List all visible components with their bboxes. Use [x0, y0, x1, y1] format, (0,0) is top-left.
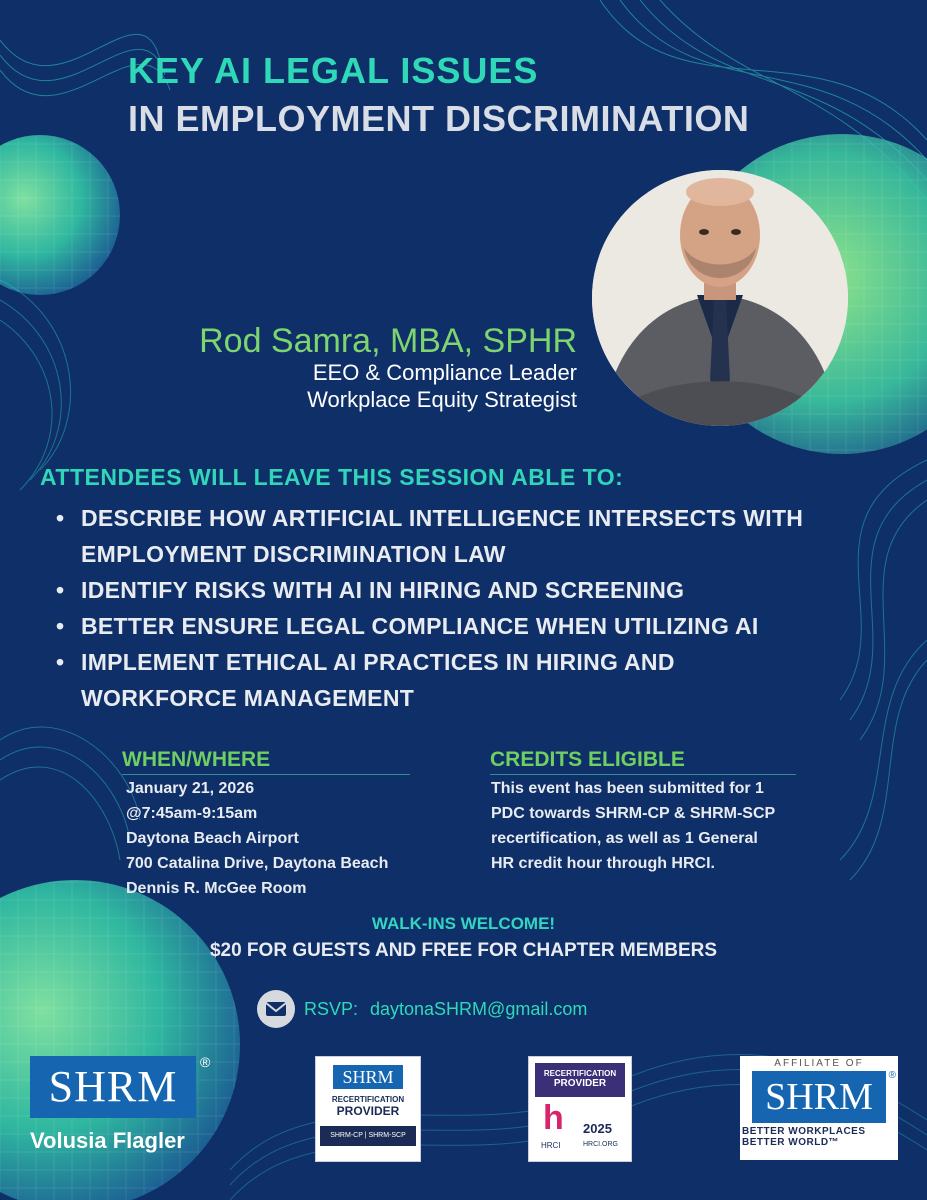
- pricing-note: $20 FOR GUESTS AND FREE FOR CHAPTER MEMBERS: [209, 940, 718, 961]
- objectives-list: [52, 500, 912, 716]
- credits-line: This event has been submitted for 1: [491, 780, 764, 797]
- event-room: Dennis R. McGee Room: [126, 880, 307, 897]
- hrci-letter-logo: h: [543, 1099, 564, 1137]
- title-line-1: KEY AI LEGAL ISSUES: [128, 50, 539, 91]
- affiliate-label: AFFILIATE OF: [774, 1058, 864, 1069]
- shrm-wordmark: SHRM: [342, 1067, 394, 1087]
- affiliate-tagline: BETTER WORKPLACES: [742, 1126, 866, 1137]
- shrm-wordmark: SHRM: [48, 1062, 178, 1111]
- event-address: 700 Catalina Drive, Daytona Beach: [126, 855, 389, 872]
- speaker-role-1: EEO & Compliance Leader: [312, 360, 577, 385]
- registered-mark: ®: [888, 1070, 896, 1081]
- objective-line: WORKFORCE MANAGEMENT: [81, 685, 415, 711]
- objective-item: [52, 572, 912, 608]
- objective-line: • IMPLEMENT ETHICAL AI PRACTICES IN HIRING AND: [81, 649, 675, 675]
- envelope-icon: [257, 990, 295, 1028]
- objective-line: EMPLOYMENT DISCRIMINATION LAW: [81, 541, 506, 567]
- when-where-heading: WHEN/WHERE: [122, 748, 410, 775]
- objective-line: • BETTER ENSURE LEGAL COMPLIANCE WHEN UTILIZING AI: [81, 613, 759, 639]
- badge-line: PROVIDER: [336, 1104, 400, 1118]
- credits-heading: CREDITS ELIGIBLE: [490, 748, 796, 775]
- objectives-heading: ATTENDEES WILL LEAVE THIS SESSION ABLE TO:: [40, 464, 624, 490]
- event-venue: Daytona Beach Airport: [126, 830, 299, 847]
- hrci-year: 2025: [583, 1121, 612, 1136]
- speaker-photo: [592, 170, 848, 426]
- speaker-role-2: Workplace Equity Strategist: [307, 387, 577, 412]
- hrci-provider-badge: [528, 1056, 632, 1162]
- affiliate-of-shrm-logo: [740, 1056, 898, 1160]
- registered-mark: ®: [200, 1054, 211, 1070]
- credits-line: PDC towards SHRM-CP & SHRM-SCP: [491, 805, 776, 822]
- credits-details: [491, 776, 775, 876]
- walkins-note: WALK-INS WELCOME!: [371, 914, 556, 933]
- rsvp-label: RSVP:: [304, 999, 359, 1019]
- rsvp-email-link[interactable]: daytonaSHRM@gmail.com: [370, 999, 588, 1019]
- speaker-name: Rod Samra, MBA, SPHR: [199, 322, 577, 360]
- hrci-name: HRCI: [541, 1141, 561, 1150]
- event-time: @7:45am-9:15am: [126, 805, 258, 822]
- credits-line: recertification, as well as 1 General: [491, 830, 758, 847]
- hrci-site: HRCI.ORG: [583, 1141, 618, 1148]
- title-line-2: IN EMPLOYMENT DISCRIMINATION: [128, 98, 750, 139]
- objective-line: • DESCRIBE HOW ARTIFICIAL INTELLIGENCE INTERSECTS WITH: [81, 505, 804, 531]
- event-date: January 21, 2026: [126, 780, 255, 797]
- objective-item: [52, 608, 912, 644]
- badge-line: SHRM-CP | SHRM-SCP: [320, 1126, 416, 1146]
- badge-line: RECERTIFICATION: [331, 1095, 405, 1104]
- objective-line: • IDENTIFY RISKS WITH AI IN HIRING AND SCREENING: [81, 577, 685, 603]
- shrm-recertification-badge: [315, 1056, 421, 1162]
- when-where-details: [126, 776, 388, 901]
- badge-line: PROVIDER: [553, 1078, 607, 1089]
- chapter-name: Volusia Flagler: [30, 1128, 185, 1153]
- shrm-volusia-flagler-logo: [30, 1056, 220, 1166]
- credits-line: HR credit hour through HRCI.: [491, 855, 715, 872]
- shrm-wordmark: SHRM: [765, 1076, 873, 1118]
- badge-line: RECERTIFICATION: [543, 1069, 617, 1078]
- objective-item: [52, 500, 912, 572]
- objective-item: [52, 644, 912, 716]
- affiliate-tagline: BETTER WORLD™: [742, 1137, 840, 1148]
